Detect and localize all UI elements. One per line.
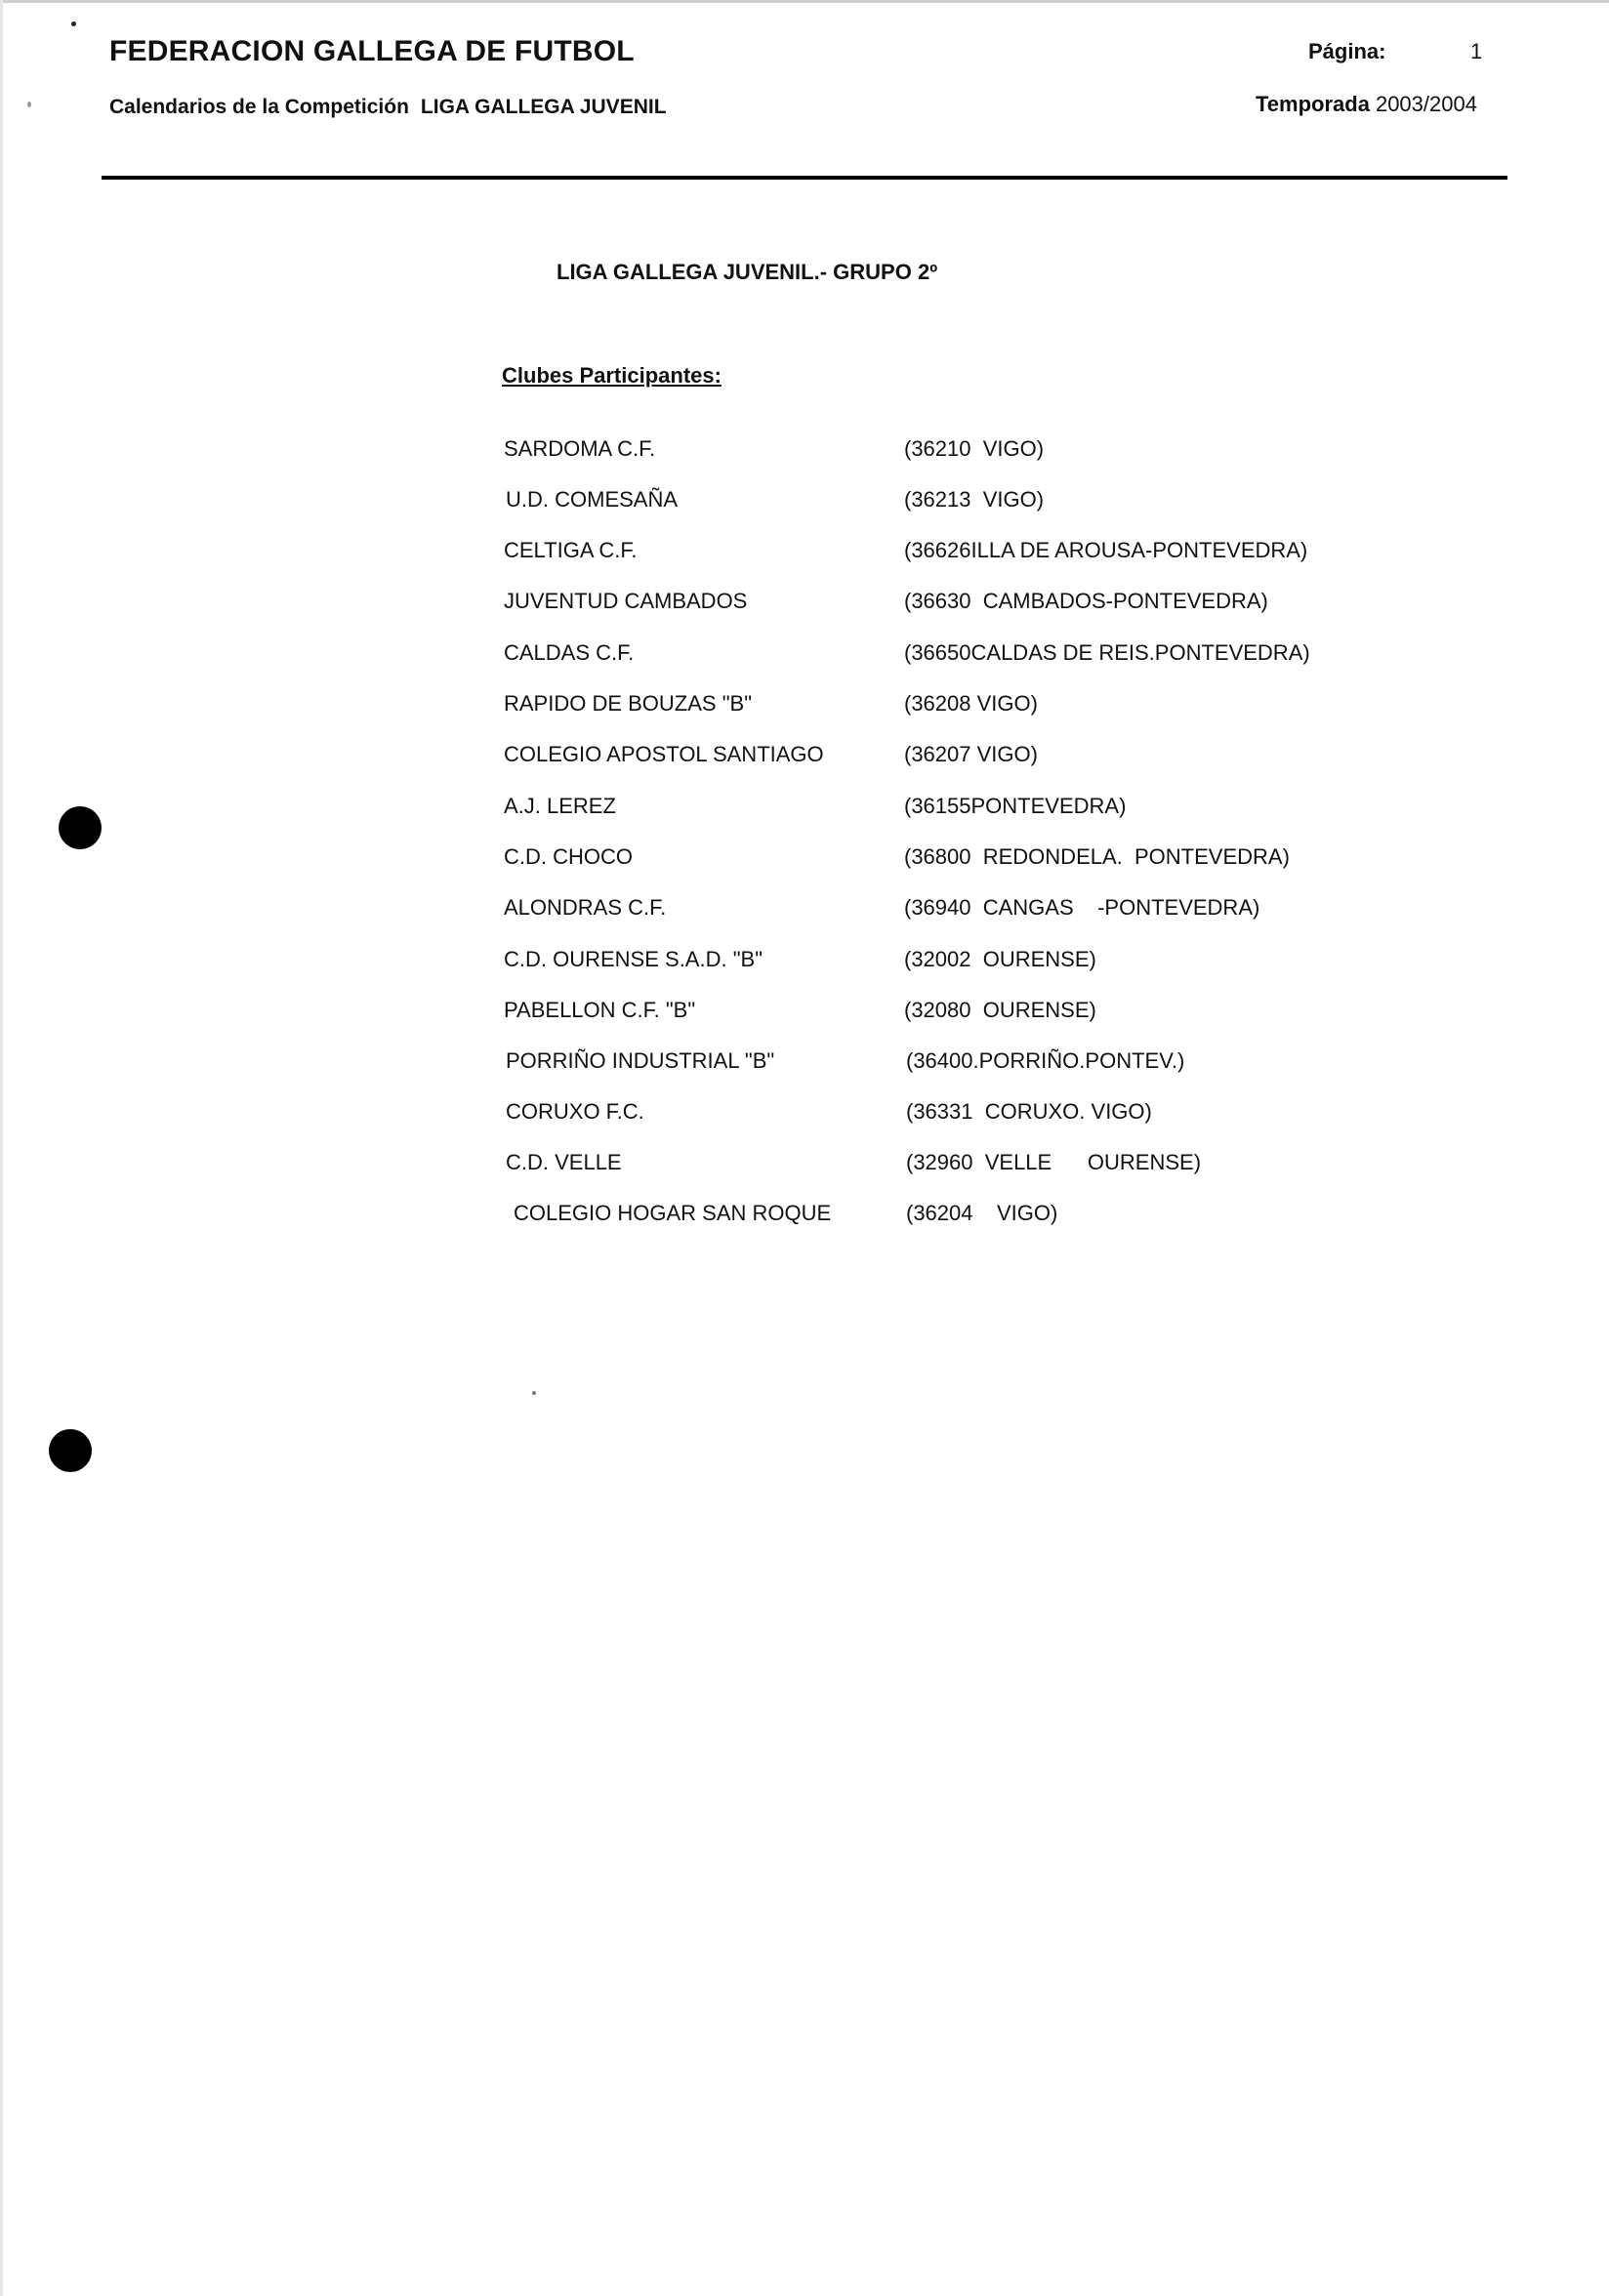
group-title: LIGA GALLEGA JUVENIL.- GRUPO 2º	[557, 260, 938, 284]
club-row	[504, 436, 1382, 475]
header-divider	[102, 176, 1507, 180]
club-row	[504, 947, 1382, 986]
season	[1256, 92, 1477, 117]
club-address: (36213 VIGO)	[904, 487, 1045, 512]
club-address: (32960 VELLE OURENSE)	[906, 1150, 1202, 1174]
club-name: C.D. OURENSE S.A.D. "B"	[504, 947, 763, 971]
club-name: PABELLON C.F. "B"	[504, 998, 696, 1022]
page-number: 1	[1470, 39, 1483, 63]
club-row	[504, 640, 1382, 679]
club-address: (36800 REDONDELA. PONTEVEDRA)	[904, 844, 1290, 869]
club-address: (36630 CAMBADOS-PONTEVEDRA)	[904, 589, 1268, 613]
club-row	[504, 1201, 1382, 1240]
season-value: 2003/2004	[1375, 92, 1477, 116]
competition-name: LIGA GALLEGA JUVENIL	[420, 96, 667, 118]
scan-left-edge	[0, 0, 3, 2296]
club-row	[504, 1150, 1382, 1189]
club-name: CALDAS C.F.	[504, 640, 635, 665]
club-address: (36626ILLA DE AROUSA-PONTEVEDRA)	[904, 538, 1308, 562]
club-name: PORRIÑO INDUSTRIAL "B"	[506, 1048, 775, 1073]
club-row	[504, 742, 1382, 781]
document-subtitle	[109, 96, 667, 119]
organization-title: FEDERACION GALLEGA DE FUTBOL	[109, 35, 635, 67]
club-name: C.D. VELLE	[506, 1150, 622, 1174]
club-row	[504, 691, 1382, 730]
punch-hole-mark	[49, 1429, 92, 1472]
club-name: JUVENTUD CAMBADOS	[504, 589, 748, 613]
club-row	[504, 844, 1382, 883]
scan-speck	[532, 1391, 536, 1395]
club-row	[504, 589, 1382, 628]
club-name: CORUXO F.C.	[506, 1099, 644, 1124]
club-name: A.J. LEREZ	[504, 794, 616, 818]
punch-hole-mark	[59, 806, 102, 849]
season-label: Temporada	[1256, 92, 1370, 116]
subtitle-prefix: Calendarios de la Competición	[109, 96, 409, 118]
page-label: Página:	[1308, 39, 1386, 63]
club-address: (36940 CANGAS -PONTEVEDRA)	[904, 895, 1260, 920]
club-address: (32080 OURENSE)	[904, 998, 1096, 1022]
scan-speck	[71, 21, 76, 26]
club-name: SARDOMA C.F.	[504, 436, 656, 461]
club-address: (36400.PORRIÑO.PONTEV.)	[906, 1048, 1185, 1073]
club-address: (36331 CORUXO. VIGO)	[906, 1099, 1152, 1124]
club-name: RAPIDO DE BOUZAS "B"	[504, 691, 752, 716]
club-name: COLEGIO HOGAR SAN ROQUE	[514, 1201, 832, 1225]
club-name: C.D. CHOCO	[504, 844, 633, 869]
club-row	[504, 1099, 1382, 1138]
club-name: CELTIGA C.F.	[504, 538, 638, 562]
club-address: (36155PONTEVEDRA)	[904, 794, 1127, 818]
club-name: U.D. COMESAÑA	[506, 487, 679, 512]
club-address: (36208 VIGO)	[904, 691, 1038, 716]
section-title: Clubes Participantes:	[502, 363, 722, 388]
club-row	[504, 538, 1382, 577]
club-address: (36210 VIGO)	[904, 436, 1045, 461]
club-address: (32002 OURENSE)	[904, 947, 1096, 971]
club-row	[504, 1048, 1382, 1087]
club-name: ALONDRAS C.F.	[504, 895, 667, 920]
club-address: (36207 VIGO)	[904, 742, 1038, 766]
club-row	[504, 487, 1382, 526]
club-row	[504, 895, 1382, 934]
club-row	[504, 998, 1382, 1037]
scan-speck	[27, 102, 31, 107]
scan-top-edge	[0, 0, 1609, 3]
club-address: (36204 VIGO)	[906, 1201, 1058, 1225]
club-row	[504, 794, 1382, 833]
club-name: COLEGIO APOSTOL SANTIAGO	[504, 742, 824, 766]
club-address: (36650CALDAS DE REIS.PONTEVEDRA)	[904, 640, 1310, 665]
